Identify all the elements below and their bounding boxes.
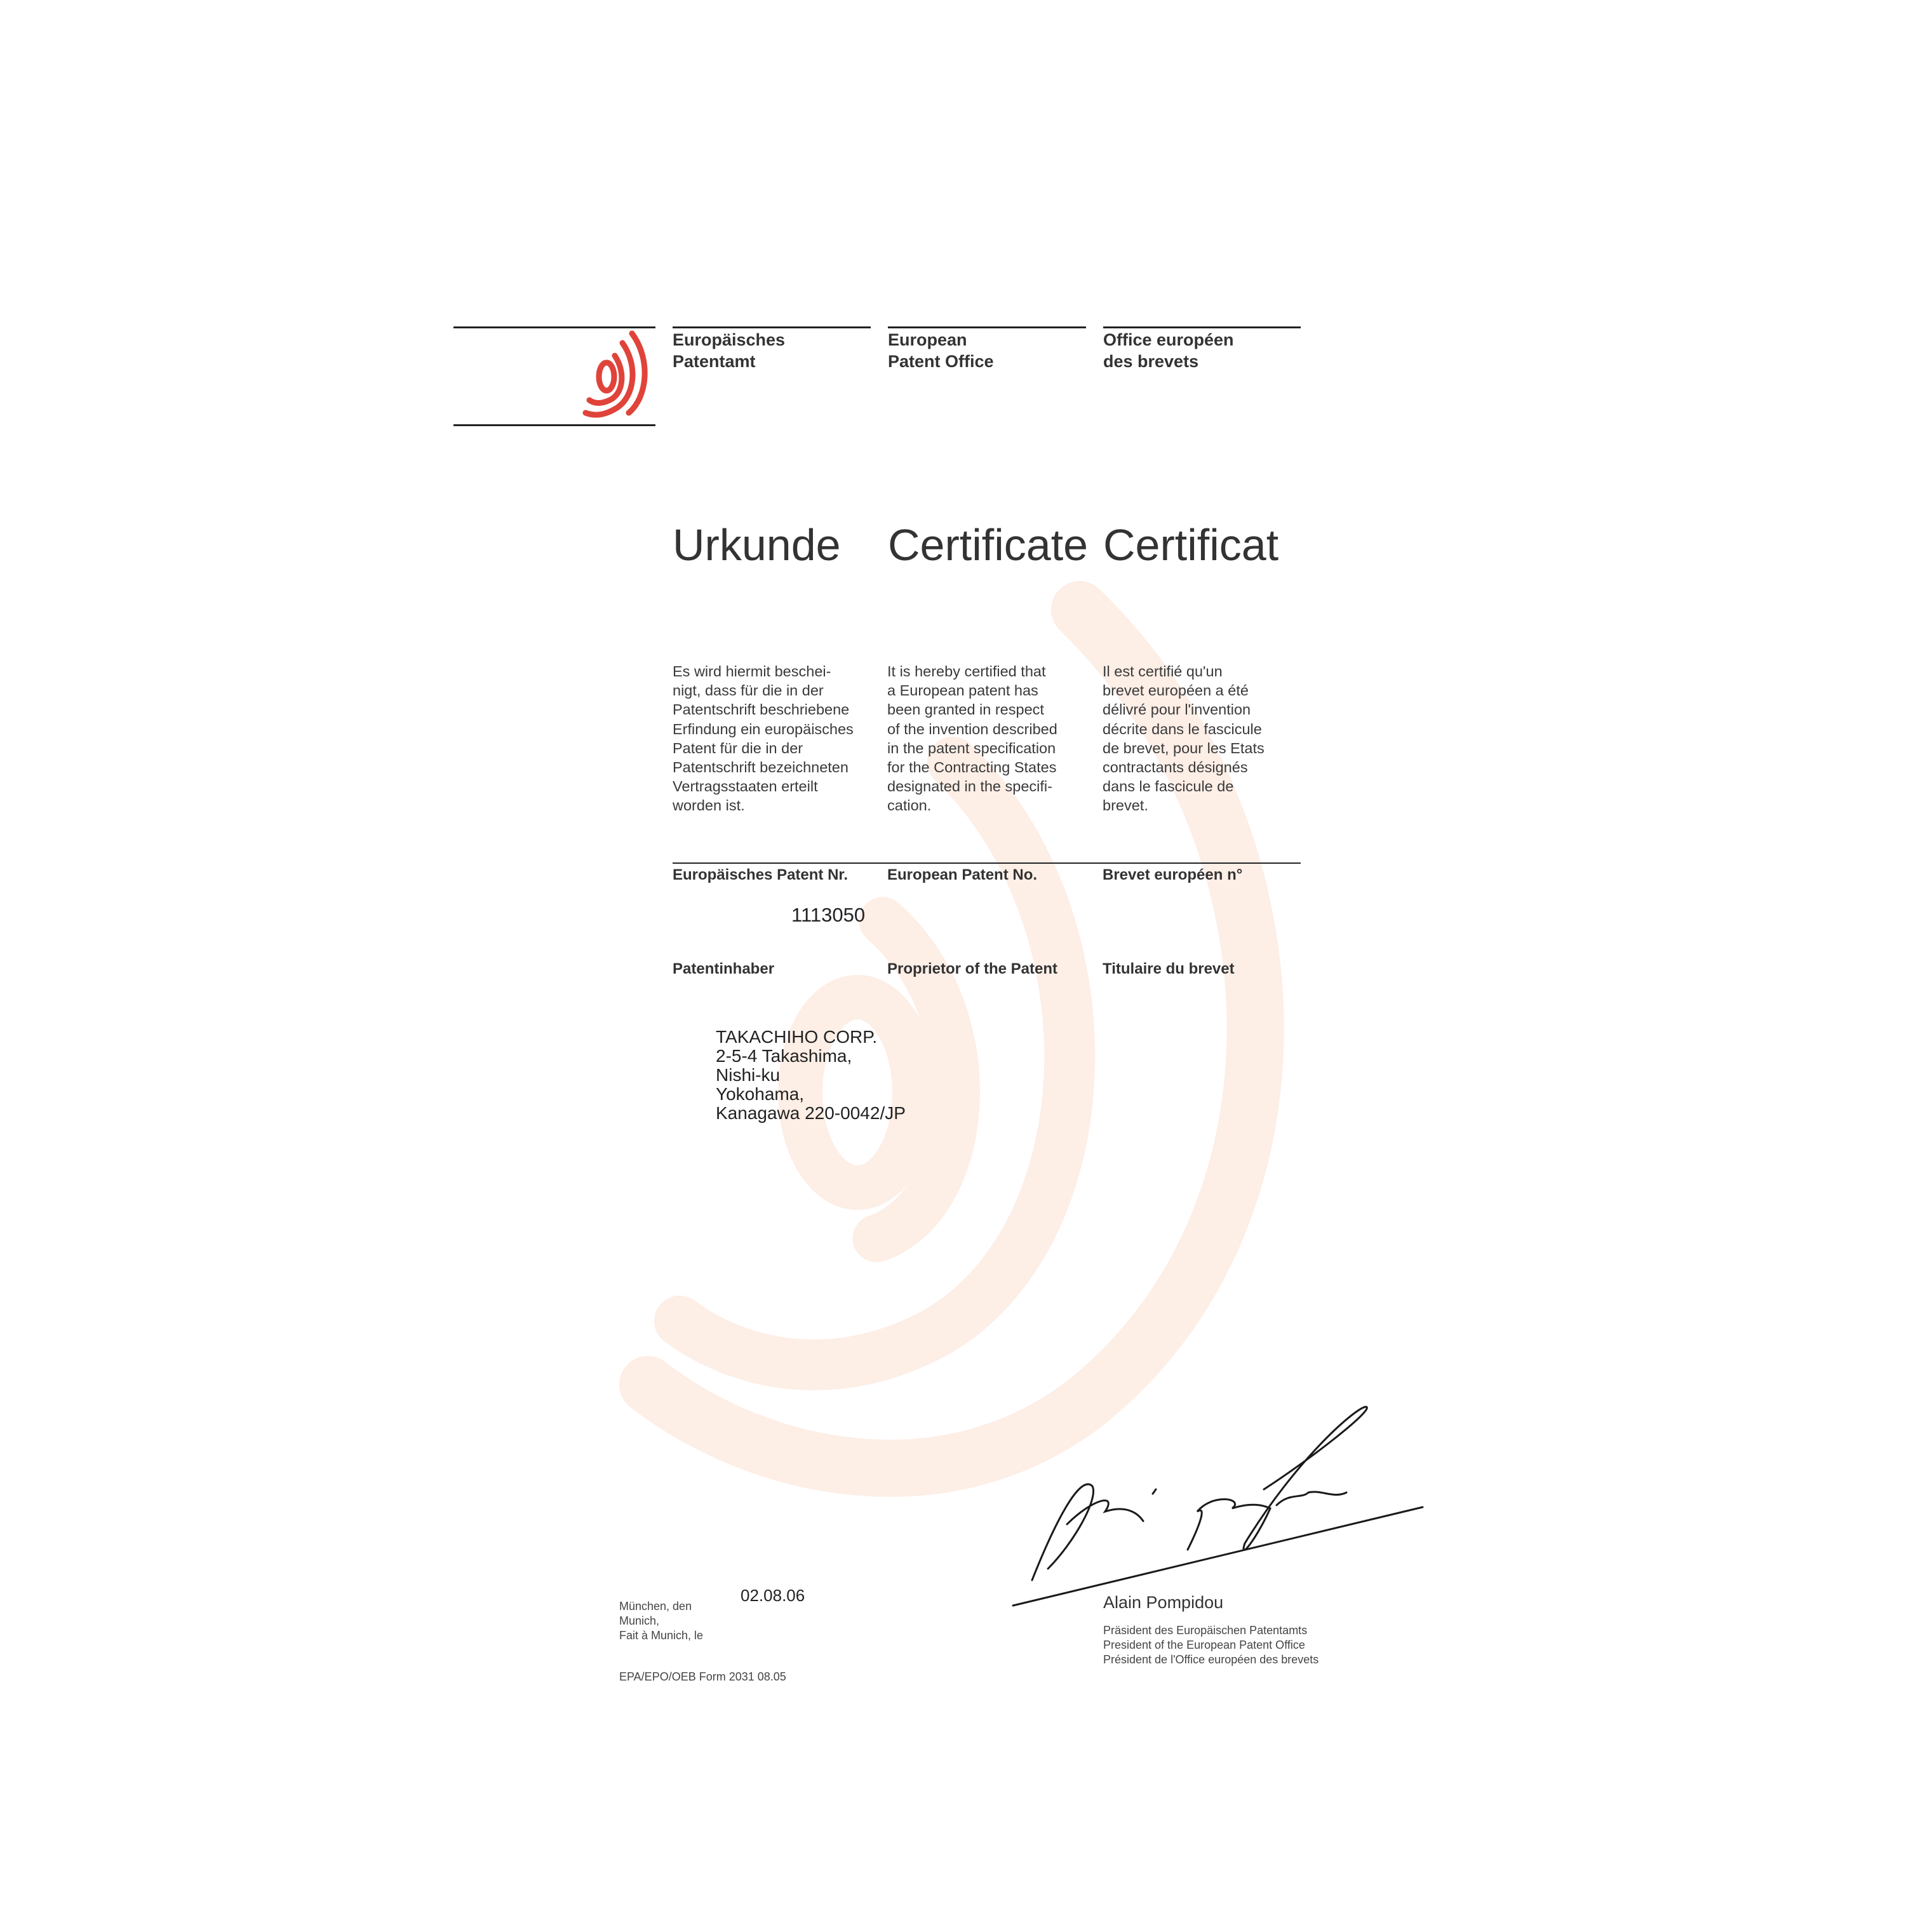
place-label-en: Munich, (619, 1614, 660, 1627)
signatory-titles (1103, 1623, 1318, 1667)
patent-no-label-en: European Patent No. (887, 866, 1038, 883)
header-fr-line1: Office européen (1103, 330, 1234, 349)
signatory-name: Alain Pompidou (1103, 1593, 1224, 1612)
patent-no-label-fr: Brevet européen n° (1103, 866, 1243, 883)
header-fr-line2: des brevets (1103, 352, 1199, 371)
title-fr: Certificat (1103, 520, 1279, 570)
statement-de: Es wird hiermit beschei- nigt, dass für die in der Patentschrift beschriebene Erfindung ein europäisches Patent für die in der Patentschrift bezeichneten Vertragsstaaten erteilt worden ist. (673, 663, 854, 814)
form-id: EPA/EPO/OEB Form 2031 08.05 (619, 1670, 786, 1683)
signatory-title-de: Präsident des Europäischen Patentamts (1103, 1624, 1308, 1637)
header-en-line2: Patent Office (888, 352, 994, 371)
address-line: TAKACHIHO CORP. (716, 1027, 878, 1047)
proprietor-label-fr: Titulaire du brevet (1103, 960, 1235, 977)
place-label-fr: Fait à Munich, le (619, 1629, 704, 1642)
signatory-title-en: President of the European Patent Office (1103, 1639, 1305, 1651)
header-en-line1: European (888, 330, 967, 349)
issue-date: 02.08.06 (741, 1586, 805, 1605)
address-line: Kanagawa 220-0042/JP (716, 1103, 906, 1123)
header-de-line1: Europäisches (673, 330, 786, 349)
address-line: Nishi-ku (716, 1065, 781, 1085)
statement-fr: Il est certifié qu'un brevet européen a été délivré pour l'invention décrite dans le fascicule de brevet, pour les Etats contractants désignés dans le fascicule de brevet. (1103, 663, 1265, 814)
proprietor-label-de: Patentinhaber (673, 960, 775, 977)
title-en: Certificate (888, 520, 1089, 570)
statement-en: It is hereby certified that a European patent has been granted in respect of the invention described in the patent specification for the Contracting States designated in the specifi- cation. (887, 663, 1057, 814)
header-de-line2: Patentamt (673, 352, 756, 371)
proprietor-label-en: Proprietor of the Patent (887, 960, 1058, 977)
patent-number: 1113050 (791, 904, 866, 926)
place-label-de: München, den (619, 1600, 692, 1613)
patent-no-label-de: Europäisches Patent Nr. (673, 866, 849, 883)
signatory-title-fr: Président de l'Office européen des brevets (1103, 1653, 1319, 1666)
address-line: Yokohama, (716, 1084, 805, 1104)
title-de: Urkunde (673, 520, 841, 570)
address-line: 2-5-4 Takashima, (716, 1046, 852, 1066)
